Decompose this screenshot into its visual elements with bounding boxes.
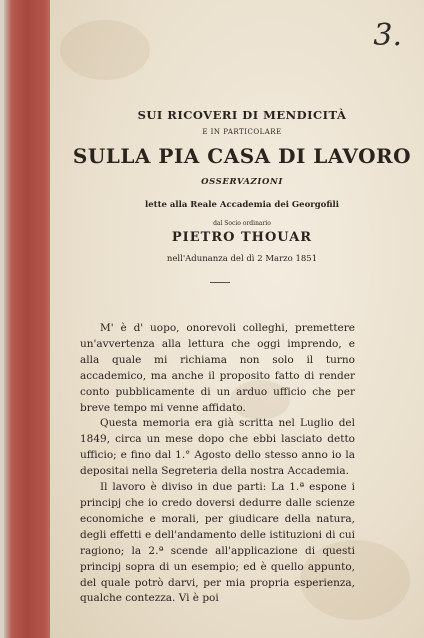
paper-stain	[60, 20, 150, 80]
paragraph: Il lavoro è diviso in due parti: La 1.ª espone i principj che io credo doversi dedurre dalle scienze economiche e morali, per giudicare della natura, degli effetti e dell'andamento delle istituzioni di cui ragiono; la 2.ª scende all'applicazione di questi principj sopra di un esempio; ed è quello appunto, del quale potrò darvi, per mia propria esperienza, qualche contezza. Vi è poi	[80, 481, 355, 605]
main-title: SULLA PIA CASA DI LAVORO	[72, 144, 412, 168]
title-line-2: E IN PARTICOLARE	[202, 128, 282, 136]
subtitle: OSSERVAZIONI	[201, 177, 283, 187]
page-number: 3.	[373, 18, 402, 53]
divider-rule	[210, 282, 230, 283]
author-name: PIETRO THOUAR	[171, 230, 313, 245]
title-line-1: SUI RICOVERI DI MENDICITÀ	[137, 108, 347, 122]
binding-spine	[4, 0, 56, 638]
body-text	[80, 321, 355, 607]
paragraph: M' è d' uopo, onorevoli colleghi, premettere un'avvertenza alla lettura che oggi imprendo, e alla quale mi richiama non solo il turno accademico, ma anche il proposito fatto di render conto pubblicamente di un arduo ufficio che per breve tempo mi venne affidato.	[80, 322, 355, 414]
author-prefix: dal Socio ordinario	[213, 220, 271, 227]
date-line: nell'Adunanza del dì 2 Marzo 1851	[166, 254, 318, 264]
read-at-line: lette alla Reale Accademia dei Georgofili	[145, 200, 339, 210]
paragraph: Questa memoria era già scritta nel Luglio del 1849, circa un mese dopo che ebbi lasciato detto ufficio; e fino dal 1.° Agosto dello stesso anno io la depositai nella Segreteria della nostra Accademia.	[80, 417, 355, 478]
